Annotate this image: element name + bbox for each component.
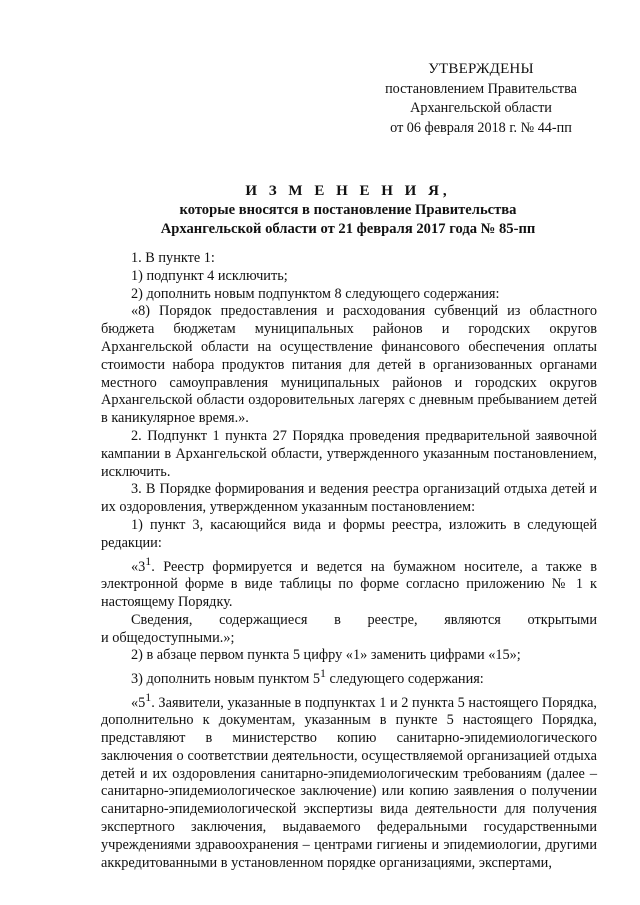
- approval-date: от 06 февраля 2018 г. № 44-пп: [390, 119, 572, 136]
- approval-line: постановлением Правительства: [385, 80, 577, 97]
- superscript: 1: [145, 689, 152, 704]
- paragraph: [101, 665, 597, 689]
- approval-heading: УТВЕРЖДЕНЫ: [428, 61, 534, 77]
- superscript: 1: [320, 666, 326, 681]
- title-line: которые вносятся в постановление Правительства: [179, 202, 517, 218]
- paragraph-fragment: 3) дополнить новым пунктом 5: [131, 670, 320, 687]
- title-heading: И З М Е Н Е Н И Я,: [245, 183, 451, 199]
- document-body: [101, 250, 597, 872]
- title-line: Архангельской области от 21 февраля 2017 года № 85-пп: [160, 221, 536, 237]
- paragraph: «8) Порядок предоставления и расходования субвенций из областного бюджета бюджетам муниципальных районов и городских округов Архангельской области на осуществление финансового обеспечения оплаты стоимости набора продуктов питания для детей в организованных органами местного самоуправления муниципальных районов и городских округов Архангельской области оздоровительных лагерях с дневным пребыванием детей в каникулярное время.».: [101, 303, 597, 427]
- paragraph-fragment: «5: [131, 694, 146, 711]
- paragraph: [101, 553, 597, 612]
- approval-stamp: [356, 60, 606, 138]
- paragraph: 2. Подпункт 1 пункта 27 Порядка проведения предварительной заявочной кампании в Архангельской области, утвержденного указанным постановлением, исключить.: [101, 427, 597, 480]
- paragraph-fragment: . Заявители, указанные в подпунктах 1 и 2 пункта 5 настоящего Порядка, дополнительно к документам, указанным в пункте 5 настоящего Порядка, представляют в министерство копию санитарно-эпидемиологического заключения о соответствии деятельности, осуществляемой организацией отдыха детей и их оздоровления санитарно-эпидемиологическим требованиям (далее – санитарно-эпидемиологическое заключение) или копию заявления о получении санитарно-эпидемиологической экспертизы вида деятельности для получения экспертного заключения, выдаваемого федеральными государственными учреждениями здравоохранения – центрами гигиены и эпидемиологии, другими аккредитованными в установленном порядке организациями, экспертами,: [101, 694, 597, 871]
- paragraph: 2) в абзаце первом пункта 5 цифру «1» заменить цифрами «15»;: [131, 647, 521, 664]
- paragraph: 1. В пункте 1:: [131, 250, 215, 266]
- paragraph: и общедоступными.»;: [101, 629, 235, 646]
- paragraph-fragment: «3: [131, 558, 146, 575]
- document-title: [100, 182, 596, 239]
- approval-line: Архангельской области: [410, 100, 552, 116]
- paragraph: 1) пункт 3, касающийся вида и формы реестра, изложить в следующей редакции:: [101, 516, 597, 551]
- paragraph: 1) подпункт 4 исключить;: [131, 267, 288, 284]
- paragraph: 2) дополнить новым подпунктом 8 следующего содержания:: [131, 285, 500, 302]
- paragraph-fragment: следующего содержания:: [325, 670, 484, 687]
- paragraph: [101, 689, 597, 873]
- paragraph: Сведения, содержащиеся в реестре, являются открытыми: [131, 611, 597, 628]
- paragraph: 3. В Порядке формирования и ведения реестра организаций отдыха детей и их оздоровления, утвержденном указанным постановлением:: [101, 481, 597, 516]
- paragraph-fragment: . Реестр формируется и ведется на бумажном носителе, а также в электронной форме в виде таблицы по форме согласно приложению № 1 к настоящему Порядку.: [101, 558, 597, 610]
- superscript: 1: [145, 553, 152, 568]
